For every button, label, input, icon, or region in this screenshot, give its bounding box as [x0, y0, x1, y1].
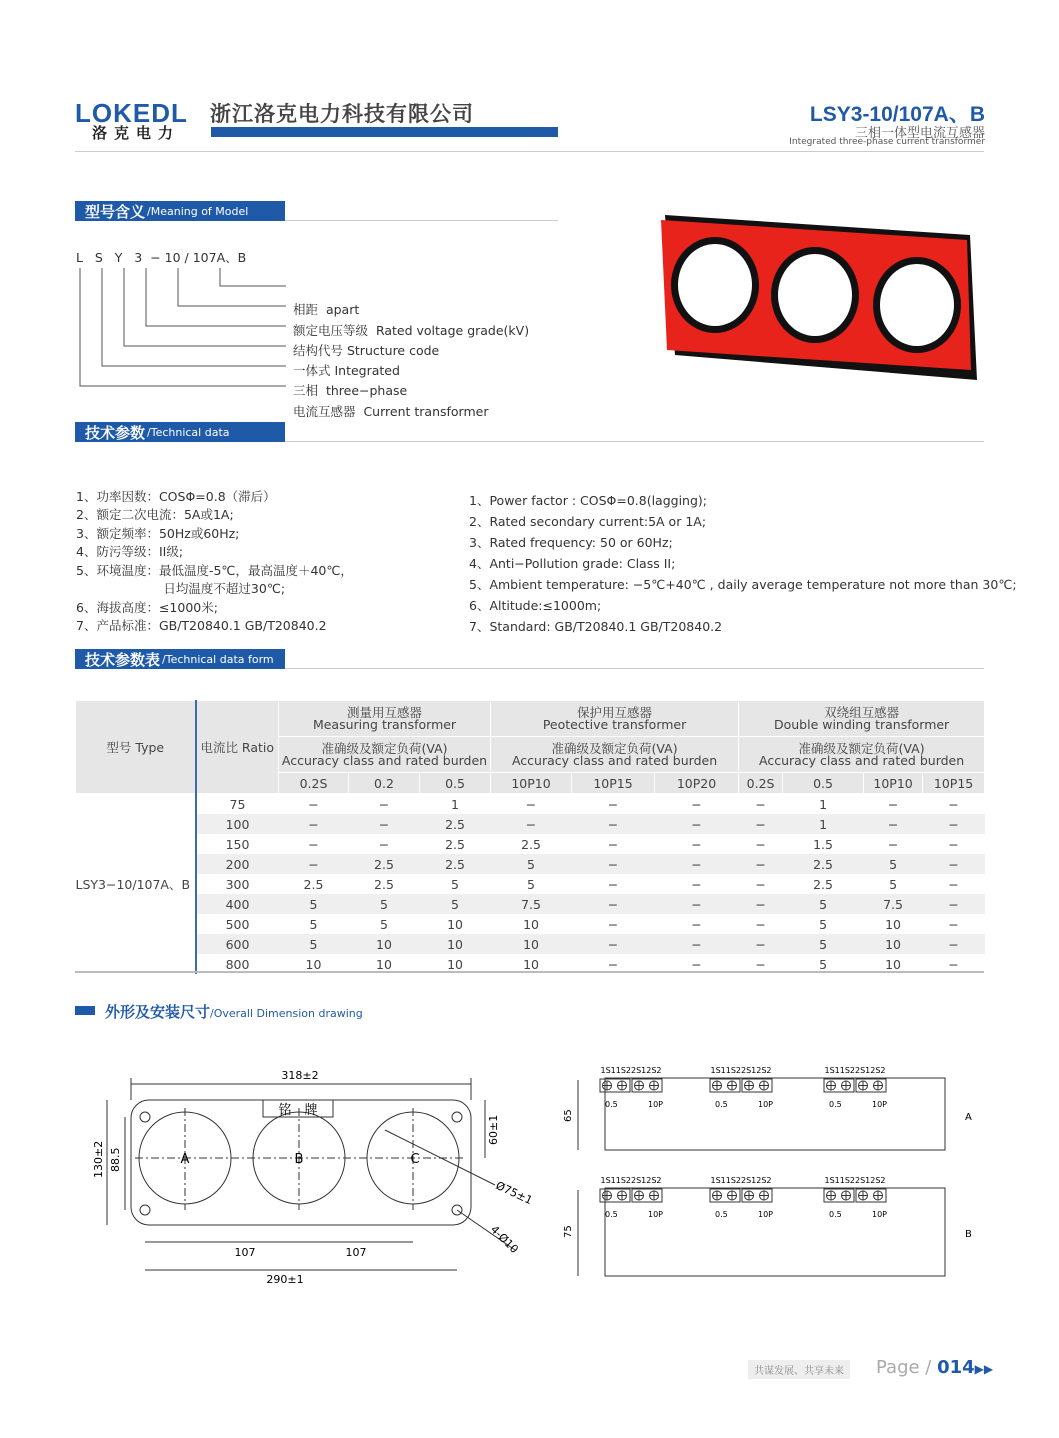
ratio-cell: 400 [196, 894, 279, 914]
dim-base: 290±1 [266, 1273, 304, 1286]
class-label: 10P [758, 1210, 774, 1219]
value-cell: 2.5 [374, 876, 394, 892]
value-cell: − [948, 876, 959, 892]
value-cell: 5 [420, 894, 491, 914]
value-cell: − [378, 796, 390, 812]
meaning-list: 相距 apart 额定电压等级 Rated voltage grade(kV) 结构代号 Structure code 一体式 Integrated 三相 three−phase 电流互感器 Current transformer [293, 302, 530, 419]
value-cell: 2.5 [349, 854, 420, 874]
value-cell: − [349, 814, 420, 834]
company-name: 浙江洛克电力科技有限公司 [210, 102, 474, 126]
class-label: 0.5 [715, 1210, 728, 1219]
value-cell: − [755, 836, 766, 852]
value-cell: 5 [309, 916, 318, 932]
value-cell: 5 [889, 876, 898, 892]
section-meaning: 型号含义 /Meaning of Model [75, 201, 285, 221]
value-cell: 1 [451, 796, 459, 812]
tech-list-cn: 1、功率因数：COSΦ=0.8（滞后） 2、额定二次电流：5A或1A; 3、额定频率：50Hz或60Hz; 4、防污等级：II级; 5、环境温度：最低温度-5℃，最高温度＋40℃， 日均温度不超过30℃; 6、海拔高度：≤1000米; 7、产品标准：GB/T20840.1 GB/T20840.2 [76, 488, 353, 633]
value-cell: − [655, 814, 739, 834]
terminal-block [710, 1066, 773, 1109]
nameplate-label: 铭 牌 [278, 1103, 318, 1118]
value-cell: 1.5 [813, 836, 833, 852]
column-header: 0.2S [279, 773, 349, 794]
value-cell: − [525, 796, 537, 812]
phase-label: A [180, 1152, 190, 1167]
value-cell: − [923, 854, 985, 874]
table-row [76, 794, 985, 815]
terminal-label: 1S11S22S12S2 [600, 1176, 662, 1185]
burden-header: 准确级及额定负荷(VA) Accuracy class and rated burden [739, 737, 985, 773]
group-header: 保护用互感器 Peotective transformer [491, 701, 739, 737]
dim-diameter: Ø75±1 [493, 1178, 535, 1208]
value-cell: − [923, 894, 985, 914]
terminal-block [824, 1066, 887, 1109]
header-bar [211, 127, 558, 137]
phase-label: B [294, 1152, 304, 1167]
group-header: 双绕组互感器 Double winding transformer [739, 701, 985, 737]
table-row [76, 814, 985, 834]
value-cell: 10 [447, 916, 463, 932]
divider [285, 668, 984, 669]
value-cell: 10 [523, 916, 539, 932]
value-cell: − [691, 876, 702, 892]
value-cell: − [572, 934, 655, 954]
terminal-block [710, 1176, 773, 1219]
terminal-block [600, 1066, 663, 1109]
value-cell: 2.5 [420, 814, 491, 834]
dim-centre: 60±1 [487, 1114, 500, 1145]
ratio-header: 电流比 Ratio [196, 701, 279, 794]
class-label: 0.5 [605, 1210, 618, 1219]
value-cell: 7.5 [491, 894, 572, 914]
value-cell: 2.5 [445, 836, 465, 852]
value-cell: 5 [864, 854, 923, 874]
value-cell: 2.5 [303, 876, 324, 892]
model-tree-lines [70, 262, 300, 402]
value-cell: − [279, 854, 349, 874]
dimension-drawing [85, 1060, 545, 1290]
divider [75, 151, 984, 152]
dim-width: 318±2 [281, 1069, 319, 1082]
ratio-cell: 100 [196, 814, 279, 834]
class-label: 0.5 [605, 1100, 618, 1109]
dim-pitch: 107 [234, 1246, 256, 1259]
value-cell: − [755, 796, 766, 812]
ratio-cell: 300 [225, 876, 250, 892]
value-cell: 10 [885, 956, 902, 972]
value-cell: 10 [420, 934, 491, 954]
tech-list-en: 1、Power factor : COSΦ=0.8(lagging); 2、Rated secondary current:5A or 1A; 3、Rated frequency: 50 or 60Hz; 4、Anti−Pollution grade: Class II; 5、Ambient temperature: −5℃+40℃ , daily average temperature not more than 30℃; 6、Altitude:≤1000m; 7、Standard: GB/T20840.1 GB/T20840.2 [469, 493, 1017, 634]
column-header: 10P10 [864, 773, 923, 794]
class-label: 10P [872, 1100, 888, 1109]
terminal-label: 1S11S22S12S2 [710, 1176, 772, 1185]
height-a: 65 [563, 1109, 574, 1122]
value-cell: − [308, 836, 319, 852]
value-cell: − [755, 916, 766, 932]
class-label: 10P [648, 1210, 664, 1219]
value-cell: − [691, 836, 702, 852]
ratio-cell: 200 [196, 854, 279, 874]
dim-holes: 4-Ø10 [487, 1222, 521, 1256]
section-marker-icon [75, 1006, 95, 1015]
value-cell: − [655, 934, 739, 954]
value-cell: − [923, 934, 985, 954]
section-data-form: 技术参数表 /Technical data form [75, 649, 285, 669]
model-code: L S Y 3 − 10 / 107A、B [76, 250, 247, 265]
value-cell: 10 [491, 934, 572, 954]
terminal-label: 1S11S22S12S2 [824, 1066, 886, 1075]
technical-data-table [75, 700, 985, 974]
subtitle-en: Integrated three-phase current transformer [789, 137, 985, 147]
value-cell: 5 [527, 876, 535, 892]
table-row [76, 914, 985, 934]
value-cell: − [607, 836, 619, 852]
terminal-label: 1S11S22S12S2 [710, 1066, 772, 1075]
column-header: 10P20 [655, 773, 739, 794]
value-cell: 1 [783, 814, 864, 834]
value-cell: − [607, 956, 619, 972]
type-header: 型号 Type [76, 701, 196, 794]
model-title: LSY3-10/107A、B [809, 103, 985, 126]
value-cell: − [923, 814, 985, 834]
value-cell: − [691, 916, 702, 932]
slogan: 共谋发展、共享未来 [748, 1360, 850, 1379]
column-header: 10P15 [572, 773, 655, 794]
value-cell: − [948, 796, 959, 812]
group-header: 测量用互感器 Measuring transformer [279, 701, 491, 737]
value-cell: − [948, 836, 959, 852]
section-dimension: 外形及安装尺寸/Overall Dimension drawing [105, 1003, 363, 1021]
class-label: 0.5 [715, 1100, 728, 1109]
dim-height: 130±2 [92, 1140, 105, 1178]
value-cell: − [691, 796, 702, 812]
column-header: 0.2S [739, 773, 783, 794]
logo-cn: 洛克电力 [92, 124, 181, 142]
value-cell: 10 [376, 956, 392, 972]
class-label: 0.5 [829, 1100, 842, 1109]
value-cell: 10 [885, 916, 902, 932]
value-cell: − [864, 814, 923, 834]
table-row [76, 854, 985, 874]
table-row [76, 874, 985, 894]
value-cell: − [308, 796, 319, 812]
value-cell: 5 [279, 894, 349, 914]
value-cell: 2.5 [420, 854, 491, 874]
value-cell: 7.5 [864, 894, 923, 914]
column-header: 10P10 [491, 773, 572, 794]
value-cell: − [655, 894, 739, 914]
value-cell: 5 [783, 934, 864, 954]
class-label: 10P [872, 1210, 888, 1219]
table-row [76, 894, 985, 914]
value-cell: 10 [447, 956, 463, 972]
ratio-cell: 500 [225, 916, 250, 932]
value-cell: − [691, 956, 702, 972]
column-header: 0.2 [349, 773, 420, 794]
value-cell: 5 [349, 894, 420, 914]
value-cell: − [655, 854, 739, 874]
value-cell: − [607, 876, 619, 892]
value-cell: 5 [783, 894, 864, 914]
table-row [76, 834, 985, 854]
value-cell: − [378, 836, 390, 852]
terminal-label: 1S11S22S12S2 [824, 1176, 886, 1185]
divider [285, 220, 558, 221]
ratio-cell: 75 [229, 796, 246, 812]
value-cell: − [572, 894, 655, 914]
value-cell: − [739, 814, 783, 834]
column-header: 10P15 [923, 773, 985, 794]
value-cell: − [887, 796, 899, 812]
ratio-cell: 150 [225, 836, 250, 852]
value-cell: − [491, 814, 572, 834]
page-number: Page / 014▶▶ [876, 1357, 994, 1378]
dim-hole-spacing: 88.5 [109, 1147, 122, 1172]
value-cell: − [755, 956, 766, 972]
value-cell: − [739, 934, 783, 954]
value-cell: 10 [305, 956, 322, 972]
value-cell: 5 [491, 854, 572, 874]
ratio-cell: 600 [196, 934, 279, 954]
phase-label: C [410, 1152, 420, 1167]
value-cell: 5 [451, 876, 459, 892]
burden-header: 准确级及额定负荷(VA) Accuracy class and rated burden [491, 737, 739, 773]
value-cell: − [755, 876, 766, 892]
value-cell: 2.5 [521, 836, 541, 852]
value-cell: 5 [279, 934, 349, 954]
value-cell: − [739, 854, 783, 874]
divider [285, 441, 984, 442]
value-cell: − [572, 814, 655, 834]
value-cell: − [607, 796, 619, 812]
terminal-block [824, 1176, 887, 1219]
class-label: 0.5 [829, 1210, 842, 1219]
value-cell: − [887, 836, 899, 852]
wiring-diagram [560, 1060, 980, 1280]
value-cell: 10 [523, 956, 539, 972]
product-image [655, 205, 980, 385]
class-label: 10P [758, 1100, 774, 1109]
value-cell: 2.5 [813, 876, 833, 892]
column-header: 0.5 [783, 773, 864, 794]
label-a: A [965, 1112, 972, 1123]
value-cell: 2.5 [783, 854, 864, 874]
value-cell: 1 [819, 796, 828, 812]
value-cell: − [948, 956, 959, 972]
column-header: 0.5 [420, 773, 491, 794]
table-row [76, 934, 985, 954]
height-b: 75 [563, 1225, 574, 1238]
table-bottom-rule [75, 971, 984, 973]
burden-header: 准确级及额定负荷(VA) Accuracy class and rated burden [279, 737, 491, 773]
dim-pitch: 107 [345, 1246, 367, 1259]
subtitle-cn: 三相一体型电流互感器 [854, 126, 985, 141]
value-cell: 10 [349, 934, 420, 954]
label-b: B [965, 1229, 972, 1240]
terminal-label: 1S11S22S12S2 [600, 1066, 662, 1075]
section-technical-data: 技术参数 /Technical data [75, 422, 285, 442]
value-cell: 10 [864, 934, 923, 954]
value-cell: − [279, 814, 349, 834]
value-cell: 5 [819, 956, 828, 972]
type-cell: LSY3−10/107A、B [76, 794, 196, 975]
logo: LOKEDL [75, 98, 188, 128]
ratio-cell: 800 [225, 956, 250, 972]
value-cell: − [607, 916, 619, 932]
class-label: 10P [648, 1100, 664, 1109]
terminal-block [600, 1176, 663, 1219]
value-cell: − [739, 894, 783, 914]
value-cell: − [948, 916, 959, 932]
value-cell: 5 [819, 916, 828, 932]
value-cell: − [572, 854, 655, 874]
value-cell: 5 [380, 916, 388, 932]
